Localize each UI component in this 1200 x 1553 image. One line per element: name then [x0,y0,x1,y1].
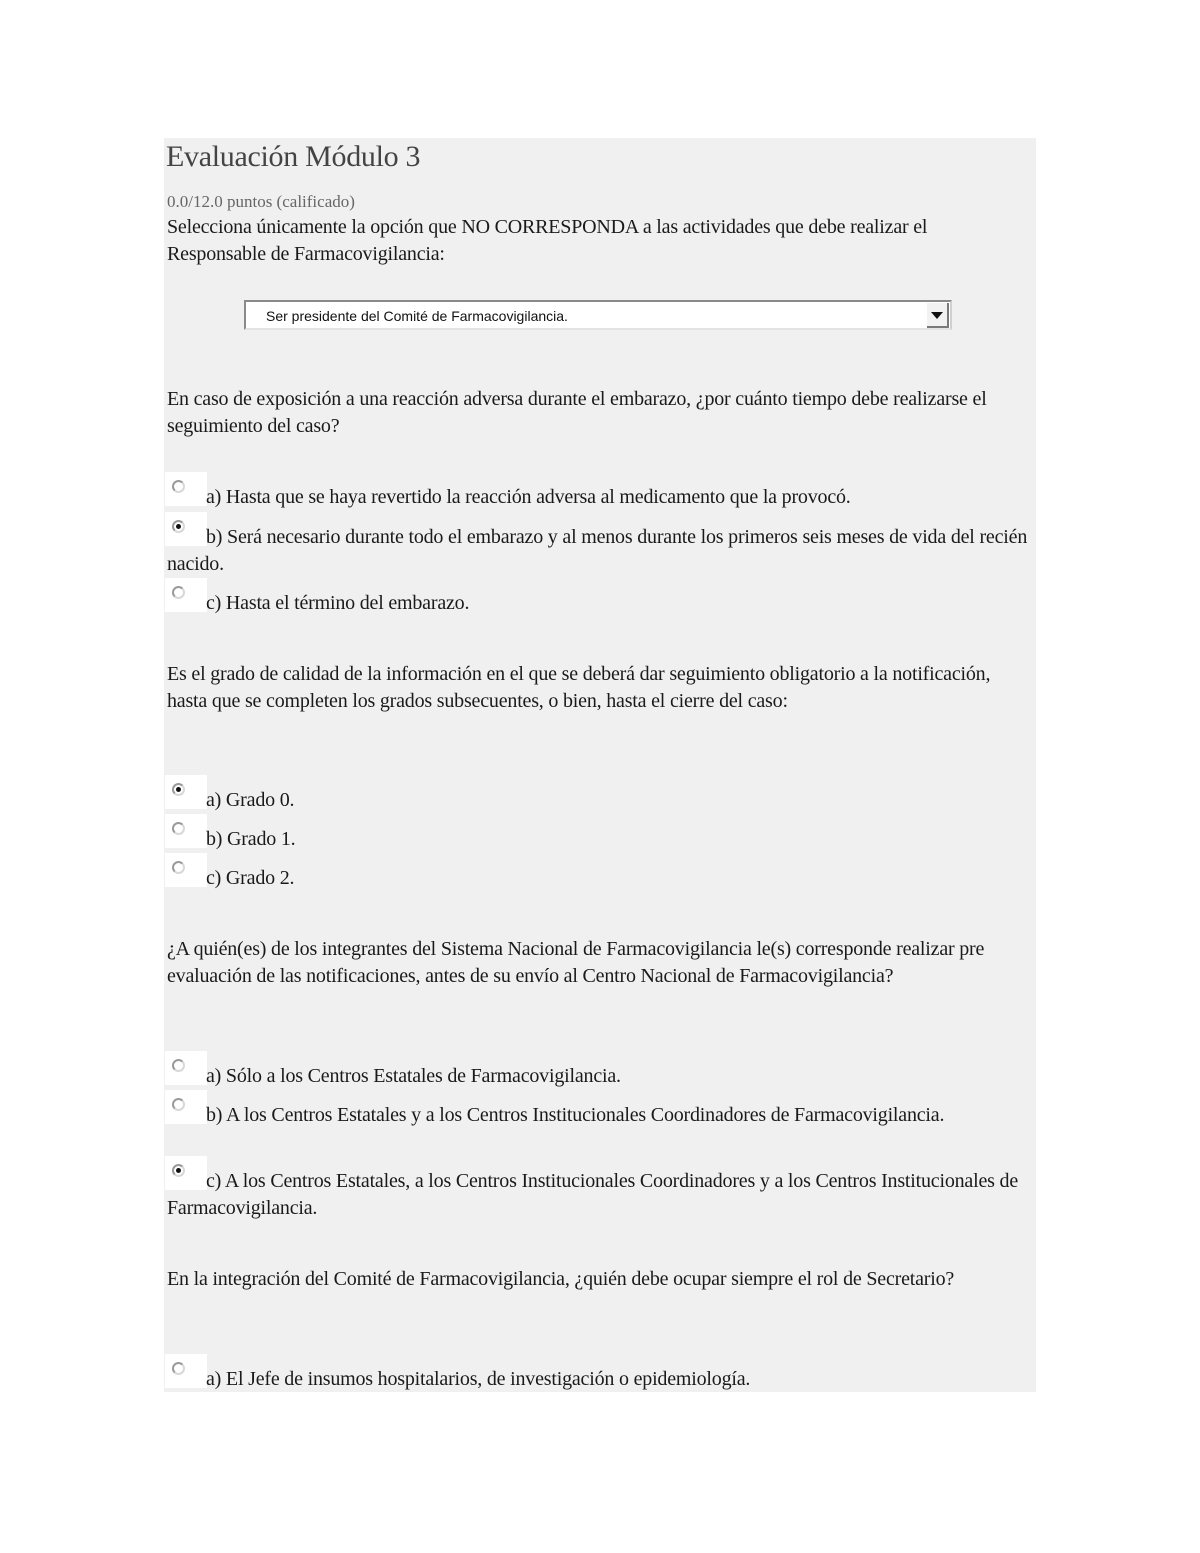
question-1-text: Selecciona únicamente la opción que NO CORRESPONDA a las actividades que debe realizar el Responsable de Farmacovigilancia: [167,216,928,265]
option-label: b) Grado 1. [206,828,296,850]
option-label: c) A los Centros Estatales, a los Centros Institucionales Coordinadores y a los Centros Institucionales de Farmacovigilancia. [167,1170,1018,1219]
question-4-text: ¿A quién(es) de los integrantes del Sistema Nacional de Farmacovigilancia le(s) corresponde realizar pre evaluación de las notificaciones, antes de su envío al Centro Nacional de Farmacovigilancia? [167,938,985,987]
question-3-text: Es el grado de calidad de la información en el que se deberá dar seguimiento obligatorio a la notificación, hasta que se completen los grados subsecuentes, o bien, hasta el cierre del caso: [167,663,991,712]
option-label: b) A los Centros Estatales y a los Centros Institucionales Coordinadores de Farmacovigilancia. [206,1104,945,1126]
option-label: c) Hasta el término del embarazo. [206,592,470,614]
option-label: a) Sólo a los Centros Estatales de Farmacovigilancia. [206,1065,621,1087]
question-2-text: En caso de exposición a una reacción adversa durante el embarazo, ¿por cuánto tiempo debe realizarse el seguimiento del caso? [167,388,987,437]
quiz-score: 0.0/12.0 puntos (calificado) [167,192,355,211]
dropdown-selected-value: Ser presidente del Comité de Farmacovigilancia. [266,308,568,324]
question-5-text: En la integración del Comité de Farmacovigilancia, ¿quién debe ocupar siempre el rol de Secretario? [167,1268,955,1290]
option-label: a) Hasta que se haya revertido la reacción adversa al medicamento que la provocó. [206,486,851,508]
quiz-title: Evaluación Módulo 3 [166,140,421,173]
quiz-panel [164,138,1036,1392]
option-label: a) Grado 0. [206,789,295,811]
question-1-dropdown[interactable] [244,300,952,330]
chevron-down-icon[interactable] [927,303,949,328]
option-label: a) El Jefe de insumos hospitalarios, de investigación o epidemiología. [206,1368,751,1390]
option-label: b) Será necesario durante todo el embarazo y al menos durante los primeros seis meses de vida del recién nacido. [167,526,1028,575]
option-label: c) Grado 2. [206,867,295,889]
